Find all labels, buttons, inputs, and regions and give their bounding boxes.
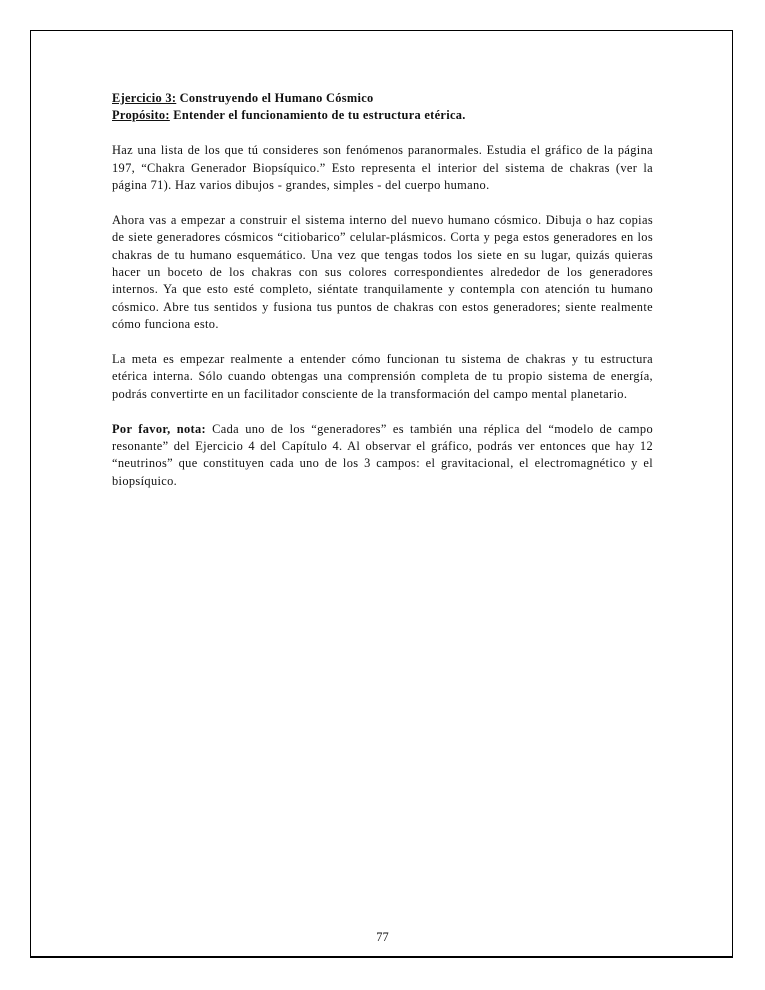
note-text: Cada uno de los “generadores” es también una réplica del “modelo de campo resonante” del Ejercicio 4 del Capítulo 4. Al observar el gráfico, podrás ver entonces que hay 12 “neutrinos” que constituyen cada uno de los 3 campos: el gravitacional, el electromagnético y el biopsíquico.	[112, 421, 654, 488]
note-paragraph	[112, 421, 653, 491]
purpose-text: Entender el funcionamiento de tu estructura etérica.	[173, 108, 466, 123]
exercise-label: Ejercicio 3:	[112, 91, 177, 105]
document-body	[112, 90, 653, 490]
exercise-title: Construyendo el Humano Cósmico	[179, 91, 374, 105]
note-label: Por favor, nota:	[112, 421, 206, 436]
exercise-heading	[112, 90, 653, 107]
purpose-heading	[112, 107, 653, 124]
purpose-label: Propósito:	[112, 108, 170, 123]
paragraph-2: Ahora vas a empezar a construir el sistema interno del nuevo humano cósmico. Dibuja o haz copias de siete generadores cósmicos “citiobarico” celular-plásmicos. Corta y pega estos generadores en los chakras de tu humano esquemático. Una vez que tengas todos los siete en su lugar, quizás quieras hacer un boceto de los chakras con sus colores correspondientes alrededor de los generadores internos. Ya que esto esté completo, siéntate tranquilamente y contempla con atención tu humano cósmico. Abre tus sentidos y fusiona tus puntos de chakras con estos generadores; siente realmente cómo funciona esto.	[112, 212, 653, 332]
page-number: 77	[376, 930, 389, 944]
paragraph-1: Haz una lista de los que tú consideres son fenómenos paranormales. Estudia el gráfico de la página 197, “Chakra Generador Biopsíquico.” Esto representa el interior del sistema de chakras (ver la página 71). Haz varios dibujos - grandes, simples - del cuerpo humano.	[112, 143, 653, 193]
paragraph-3: La meta es empezar realmente a entender cómo funcionan tu sistema de chakras y tu estructura etérica interna. Sólo cuando obtengas una comprensión completa de tu propio sistema de energía, podrás convertirte en un facilitador consciente de la transformación del campo mental planetario.	[112, 352, 653, 401]
